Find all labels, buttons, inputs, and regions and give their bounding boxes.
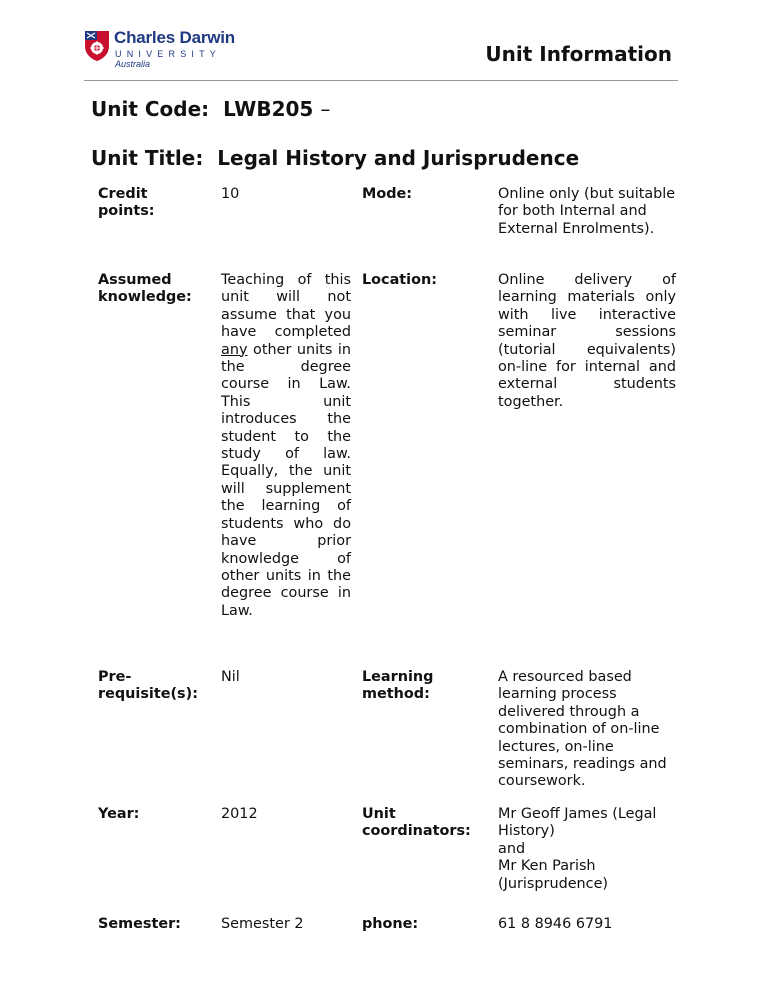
prerequisites-value: Nil bbox=[221, 669, 240, 685]
assumed-knowledge-text-after: other units in the degree course in Law. This unit introduces the student to the study of law. Equally, the unit will supplement the learning of students who do have prior knowledge of other units in the degree course in Law. bbox=[221, 341, 351, 619]
crest-icon bbox=[84, 30, 110, 62]
learning-method-value: A resourced based learning process delivered through a combination of on-line lectures, on-line seminars, readings and coursework. bbox=[498, 669, 667, 790]
university-logo bbox=[84, 28, 244, 68]
unit-coordinators-label: Unit coordinators: bbox=[362, 806, 471, 840]
coordinator-line: Mr Geoff James (Legal History) bbox=[498, 806, 657, 840]
logo-name: Charles Darwin bbox=[114, 28, 235, 47]
unit-code-label: Unit Code: bbox=[91, 97, 210, 121]
semester-label: Semester: bbox=[98, 916, 181, 932]
page-header bbox=[84, 28, 678, 81]
logo-university: UNIVERSITY bbox=[115, 49, 222, 59]
year-value: 2012 bbox=[221, 806, 258, 822]
credit-points-value: 10 bbox=[221, 186, 240, 202]
assumed-knowledge-value bbox=[221, 272, 351, 620]
credit-points-label: Credit points: bbox=[98, 186, 155, 220]
logo-country: Australia bbox=[115, 59, 151, 69]
unit-code-value: LWB205 bbox=[223, 97, 314, 121]
semester-value: Semester 2 bbox=[221, 916, 304, 932]
document-title: Unit Information bbox=[485, 42, 672, 66]
unit-code-suffix: – bbox=[320, 97, 331, 121]
unit-code-line bbox=[91, 97, 330, 121]
location-label: Location: bbox=[362, 272, 437, 288]
assumed-knowledge-underlined: any bbox=[221, 341, 248, 358]
unit-title-label: Unit Title: bbox=[91, 146, 204, 170]
learning-method-label: Learning method: bbox=[362, 669, 434, 703]
unit-title-value: Legal History and Jurisprudence bbox=[217, 146, 580, 170]
unit-title-line bbox=[91, 146, 579, 170]
prerequisites-label: Pre-requisite(s): bbox=[98, 669, 198, 703]
coordinator-line: Mr Ken Parish (Jurisprudence) bbox=[498, 858, 609, 892]
location-value: Online delivery of learning materials only with live interactive seminar sessions (tutorial equivalents) on-line for internal and external students together. bbox=[498, 272, 676, 410]
coordinator-line: and bbox=[498, 840, 526, 857]
assumed-knowledge-label: Assumed knowledge: bbox=[98, 272, 192, 306]
mode-value: Online only (but suitable for both Internal and External Enrolments). bbox=[498, 186, 676, 237]
mode-label: Mode: bbox=[362, 186, 413, 202]
phone-value: 61 8 8946 6791 bbox=[498, 916, 613, 932]
year-label: Year: bbox=[98, 806, 140, 822]
phone-label: phone: bbox=[362, 916, 419, 932]
unit-coordinators-value bbox=[498, 806, 676, 893]
assumed-knowledge-text-before: Teaching of this unit will not assume that you have completed bbox=[221, 272, 351, 341]
